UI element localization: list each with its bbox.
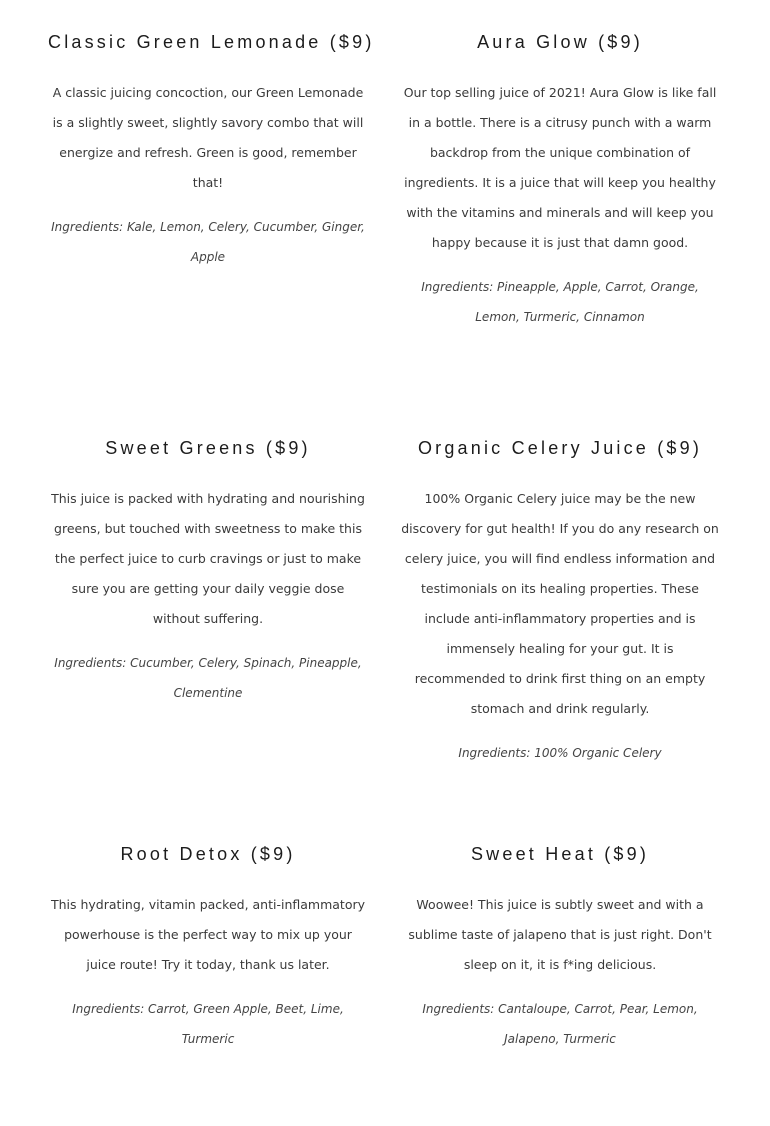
item-ingredients: Ingredients: Cantaloupe, Carrot, Pear, Lemon, Jalapeno, Turmeric [422,1002,698,1046]
item-description: This hydrating, vitamin packed, anti-inflammatory powerhouse is the perfect way to mix up your juice route! Try it today, thank us later. [50,897,366,972]
menu-item-classic-green-lemonade [48,30,375,272]
item-description: Our top selling juice of 2021! Aura Glow is like fall in a bottle. There is a citrusy punch with a warm backdrop from the unique combination of ingredients. It is a juice that will keep you healthy with the vitamins and minerals and will keep you happy because it is just that damn good. [403,85,717,250]
item-description: A classic juicing concoction, our Green Lemonade is a slightly sweet, slightly savory combo that will energize and refresh. Green is good, remember that! [52,85,364,190]
item-title: Root Detox ($9) [120,844,296,864]
item-ingredients: Ingredients: Cucumber, Celery, Spinach, Pineapple, Clementine [54,656,362,700]
item-description: 100% Organic Celery juice may be the new discovery for gut health! If you do any research on celery juice, you will find endless information and testimonials on its healing properties. These include anti-inflammatory properties and is immensely healing for your gut. It is recommended to drink first thing on an empty stomach and drink regularly. [401,491,719,716]
item-ingredients: Ingredients: Pineapple, Apple, Carrot, Orange, Lemon, Turmeric, Cinnamon [421,280,699,324]
item-ingredients: Ingredients: Carrot, Green Apple, Beet, Lime, Turmeric [72,1002,344,1046]
item-ingredients: Ingredients: Kale, Lemon, Celery, Cucumber, Ginger, Apple [51,220,365,264]
item-ingredients: Ingredients: 100% Organic Celery [458,746,662,760]
menu-item-aura-glow [400,30,720,332]
item-description: Woowee! This juice is subtly sweet and with a sublime taste of jalapeno that is just right. Don't sleep on it, it is f*ing delicious. [408,897,712,972]
item-title: Classic Green Lemonade ($9) [48,32,375,52]
menu-item-sweet-heat [400,842,720,1054]
menu-item-organic-celery-juice [400,436,720,768]
item-title: Aura Glow ($9) [477,32,643,52]
menu-item-sweet-greens [48,436,368,708]
item-title: Sweet Heat ($9) [470,844,650,864]
item-title: Organic Celery Juice ($9) [417,438,703,458]
menu-item-root-detox [48,842,368,1054]
item-description: This juice is packed with hydrating and nourishing greens, but touched with sweetness to make this the perfect juice to curb cravings or just to make sure you are getting your daily veggie dose without suffering. [51,491,365,626]
item-title: Sweet Greens ($9) [105,438,311,458]
